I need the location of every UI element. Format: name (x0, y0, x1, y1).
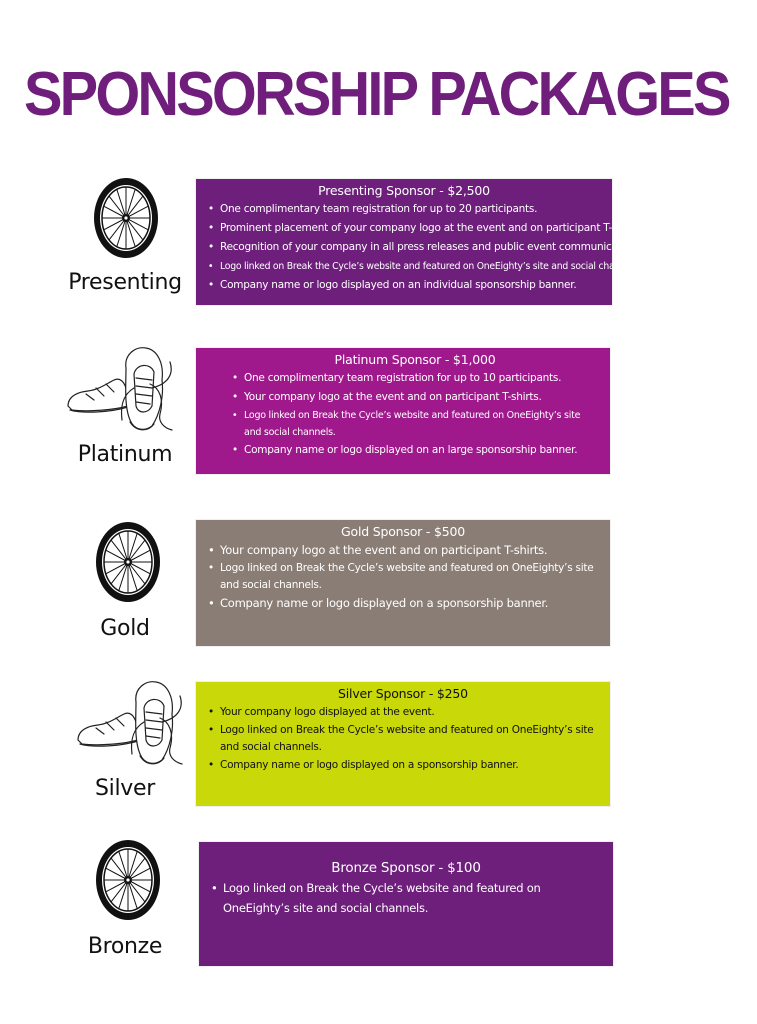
benefit-item: • Recognition of your company in all press releases and public event communications. (206, 238, 602, 257)
benefit-item: • Logo linked on Break the Cycle’s website and featured on OneEighty’s site and social channels. (206, 257, 602, 276)
benefit-item: • Logo linked on Break the Cycle’s website and featured on OneEighty’s site and social channels. (230, 407, 600, 441)
benefit-item: • Your company logo at the event and on participant T-shirts. (230, 388, 600, 407)
benefit-item: • Company name or logo displayed on a sponsorship banner. (206, 756, 600, 775)
bicycle-wheel-icon (94, 520, 162, 604)
box-heading: Platinum Sponsor - $1,000 (334, 352, 496, 367)
benefit-list (206, 200, 646, 295)
presenting-sponsor-box (196, 179, 646, 305)
box-heading: Gold Sponsor - $500 (341, 524, 465, 539)
box-heading: Presenting Sponsor - $2,500 (318, 183, 490, 198)
benefit-item: • Prominent placement of your company logo at the event and on participant T-shirts. (206, 219, 602, 238)
benefit-item: • Logo linked on Break the Cycle’s website and featured on OneEighty’s site and social channels. (209, 878, 603, 918)
platinum-sponsor-box (196, 348, 610, 474)
sneakers-icon (74, 678, 190, 768)
benefit-item: • One complimentary team registration for up to 20 participants. (206, 200, 602, 219)
box-heading: Bronze Sponsor - $100 (331, 860, 481, 876)
benefit-item: • Logo linked on Break the Cycle’s website and featured on OneEighty’s site and social channels. (206, 560, 600, 594)
benefit-item: • Company name or logo displayed on an individual sponsorship banner. (206, 276, 602, 295)
silver-sponsor-box (196, 682, 610, 806)
benefit-item: • Company name or logo displayed on a sponsorship banner. (206, 594, 600, 613)
benefit-list (209, 878, 603, 918)
benefit-item: • Your company logo at the event and on participant T-shirts. (206, 541, 600, 560)
gold-sponsor-box (196, 520, 610, 646)
benefit-list (206, 703, 600, 775)
page-title: SPONSORSHIP PACKAGES (24, 60, 729, 129)
bronze-sponsor-box (199, 842, 613, 966)
benefit-item: • One complimentary team registration for up to 10 participants. (230, 369, 600, 388)
benefit-item: • Your company logo displayed at the event. (206, 703, 600, 722)
bicycle-wheel-icon (94, 838, 162, 922)
tier-label-bronze: Bronze (87, 934, 163, 959)
tier-label-platinum: Platinum (77, 442, 173, 467)
tier-label-silver: Silver (95, 776, 155, 801)
benefit-item: • Company name or logo displayed on an large sponsorship banner. (230, 441, 600, 460)
tier-label-gold: Gold (100, 616, 150, 641)
tier-label-presenting: Presenting (68, 270, 182, 295)
sneakers-icon (64, 344, 180, 434)
benefit-list (230, 369, 600, 460)
benefit-list (206, 541, 600, 613)
bicycle-wheel-icon (92, 176, 160, 260)
benefit-item: • Logo linked on Break the Cycle’s website and featured on OneEighty’s site and social channels. (206, 722, 600, 756)
box-heading: Silver Sponsor - $250 (338, 686, 468, 701)
